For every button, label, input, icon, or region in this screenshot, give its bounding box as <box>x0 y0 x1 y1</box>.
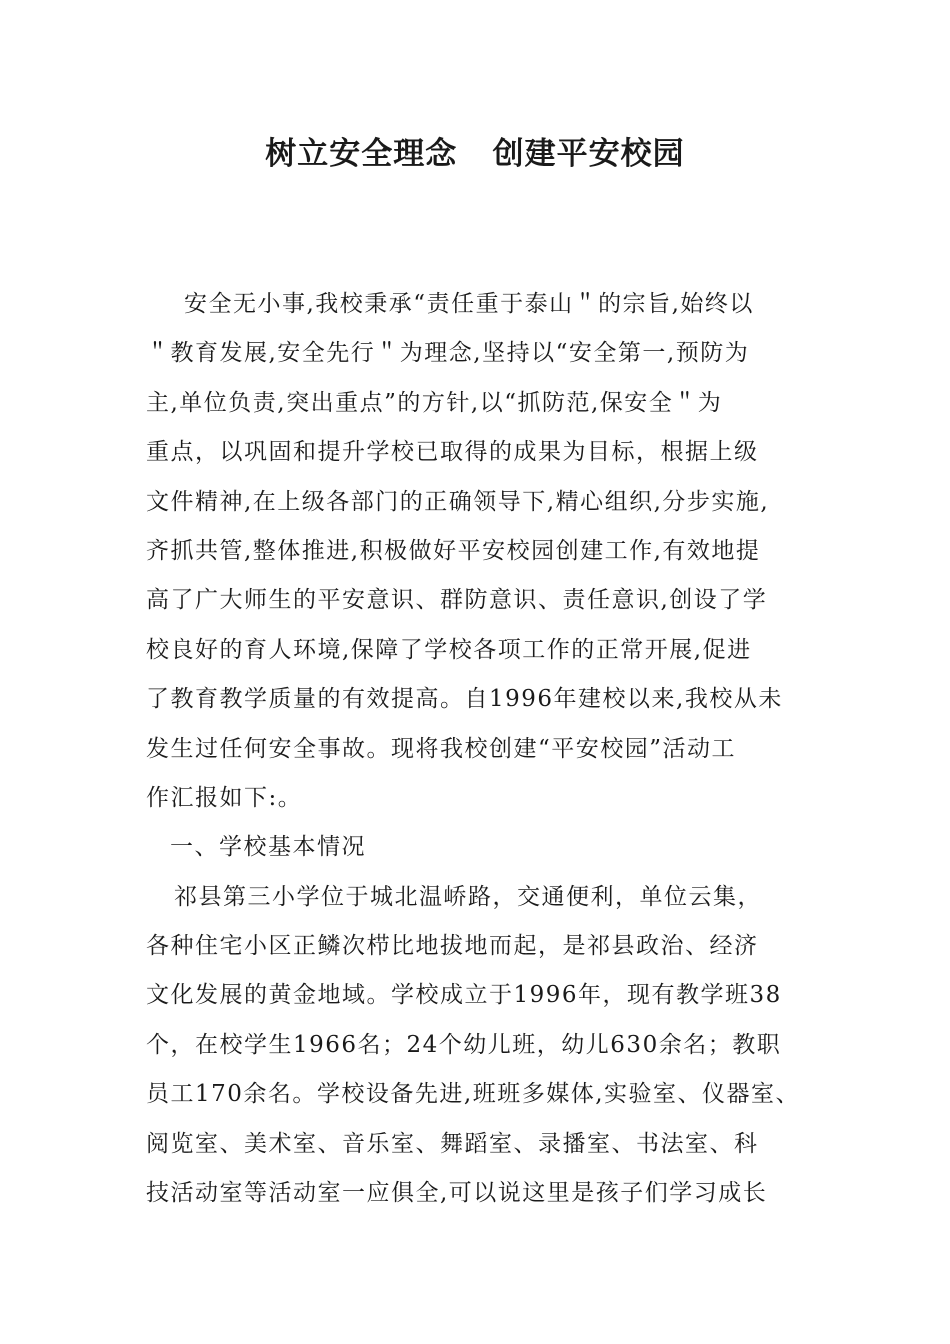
document-title: 树立安全理念 创建平安校园 <box>265 136 685 172</box>
paragraph-line: 重点，以巩固和提升学校已取得的成果为目标，根据上级 <box>146 439 759 466</box>
paragraph-line: 文件精神,在上级各部门的正确领导下,精心组织,分步实施, <box>146 488 770 515</box>
paragraph-line: 高了广大师生的平安意识、群防意识、责任意识,创设了学 <box>146 587 768 614</box>
paragraph-line: 了教育教学质量的有效提高。自1996年建校以来,我校从未 <box>146 686 783 713</box>
paragraph-line: 个，在校学生1966名；24个幼儿班，幼儿630余名；教职 <box>146 1031 782 1058</box>
paragraph-line: 员工170余名。学校设备先进,班班多媒体,实验室、仪器室、 <box>146 1081 801 1108</box>
paragraph-line: 阅览室、美术室、音乐室、舞蹈室、录播室、书法室、科 <box>146 1130 759 1157</box>
document-body <box>146 280 826 1218</box>
paragraph-line: 校良好的育人环境,保障了学校各项工作的正常开展,促进 <box>146 636 752 663</box>
paragraph-line: 发生过任何安全事故。现将我校创建“平安校园”活动工 <box>146 735 737 762</box>
paragraph-line: 安全无小事,我校秉承“责任重于泰山＂的宗旨,始终以 <box>184 291 754 317</box>
paragraph-line: 文化发展的黄金地域。学校成立于1996年，现有教学班38 <box>146 982 782 1009</box>
section-heading: 一、学校基本情况 <box>170 834 366 861</box>
paragraph-line: 齐抓共管,整体推进,积极做好平安校园创建工作,有效地提 <box>146 537 761 564</box>
paragraph-line: 主,单位负责,突出重点”的方针,以“抓防范,保安全＂为 <box>146 389 723 416</box>
paragraph-line: 技活动室等活动室一应俱全,可以说这里是孩子们学习成长 <box>146 1180 768 1207</box>
paragraph-line: 各种住宅小区正鳞次栉比地拔地而起，是祁县政治、经济 <box>146 933 759 960</box>
paragraph-line: ＂教育发展,安全先行＂为理念,坚持以“安全第一,预防为 <box>146 340 750 367</box>
paragraph-line: 祁县第三小学位于城北温峤路，交通便利，单位云集， <box>174 883 762 910</box>
paragraph-line: 作汇报如下:。 <box>146 784 303 811</box>
